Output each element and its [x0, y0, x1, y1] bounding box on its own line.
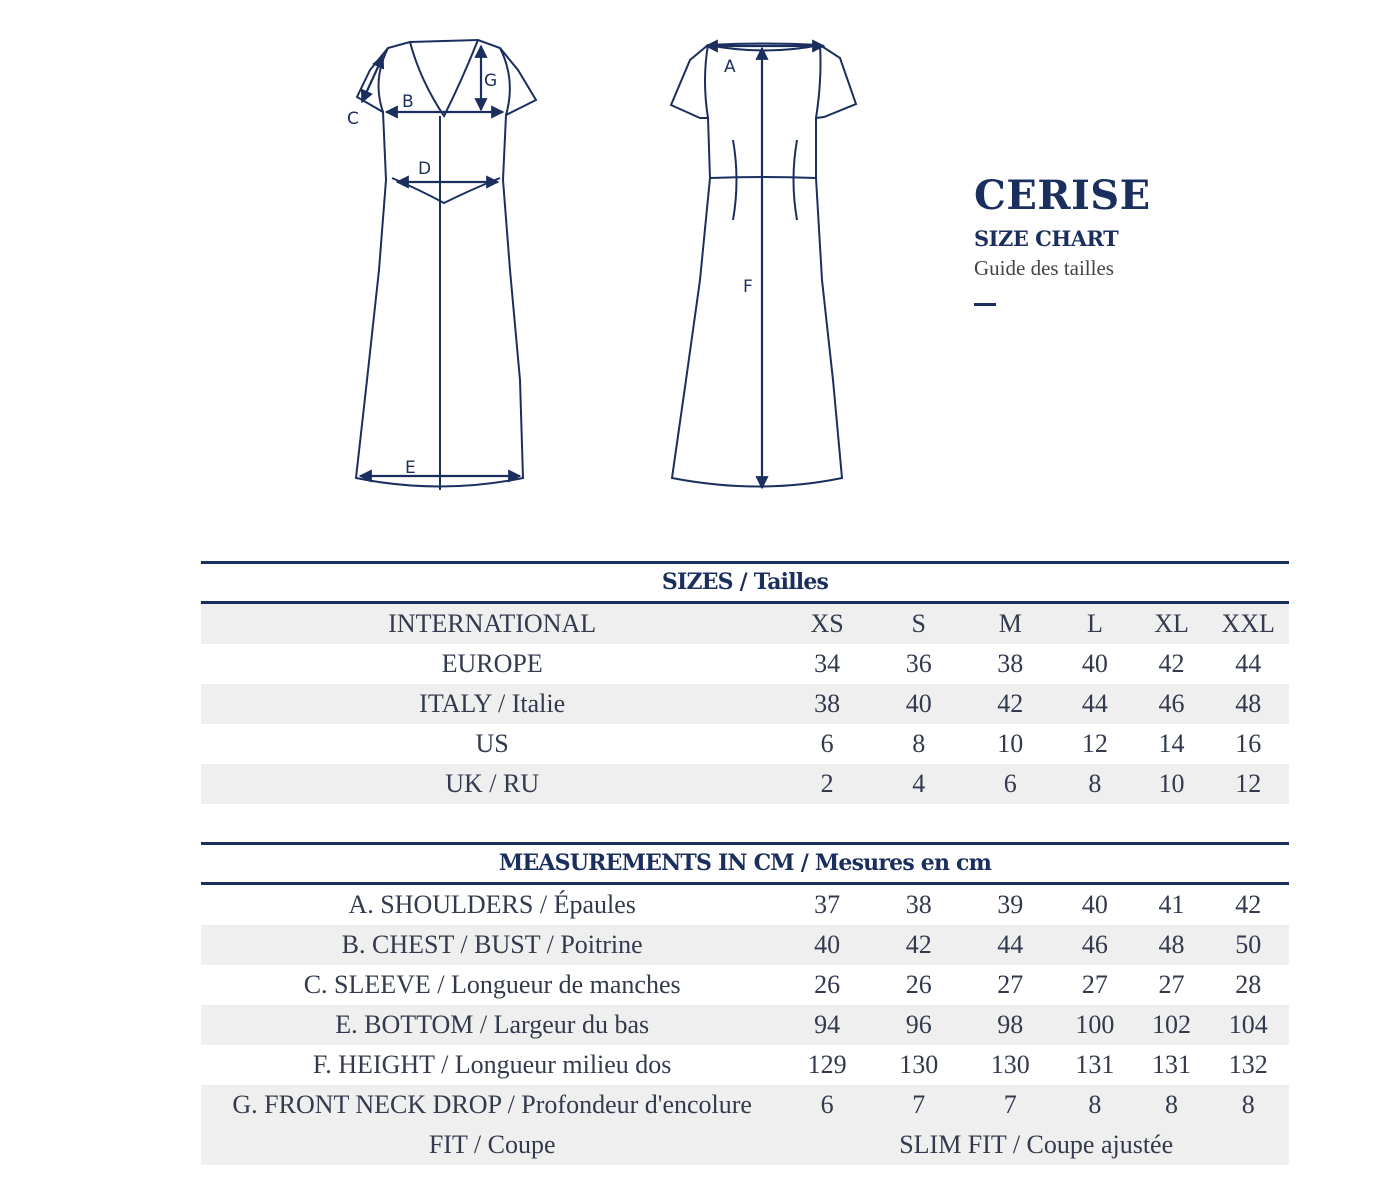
table-cell: 4: [912, 769, 926, 798]
row-label: US: [475, 729, 509, 758]
table-cell: 27: [1081, 970, 1108, 999]
table-cell: 129: [807, 1050, 847, 1079]
measurements-table: [201, 842, 1289, 1165]
table-cell: 6: [820, 729, 834, 758]
table-row: [201, 644, 1289, 684]
table-cell: 46: [1158, 689, 1185, 718]
table-cell: 44: [1081, 689, 1108, 718]
table-cell: 42: [905, 930, 932, 959]
back-measure-arrows: [706, 46, 824, 488]
table-cell: 40: [905, 689, 932, 718]
table-cell: 131: [1075, 1050, 1115, 1079]
table-cell: 8: [912, 729, 926, 758]
table-row: [201, 925, 1289, 965]
table-cell: M: [998, 609, 1022, 638]
label-d: D: [418, 159, 432, 179]
row-label: F. HEIGHT / Longueur milieu dos: [312, 1050, 672, 1079]
table-cell: 28: [1235, 970, 1262, 999]
table-cell: 7: [912, 1090, 926, 1119]
table-cell: XXL: [1221, 609, 1275, 638]
table-row: [201, 684, 1289, 724]
table-cell: 50: [1235, 930, 1262, 959]
table-cell: 41: [1158, 890, 1185, 919]
table-cell: 42: [1235, 890, 1262, 919]
table-cell: 10: [997, 729, 1024, 758]
table-cell: 14: [1158, 729, 1185, 758]
table-cell: 96: [905, 1010, 932, 1039]
table-cell: 98: [997, 1010, 1024, 1039]
back-dress-drawing: [671, 44, 856, 487]
table-cell: 38: [814, 689, 841, 718]
table-cell: 6: [1003, 769, 1017, 798]
row-label: E. BOTTOM / Largeur du bas: [335, 1010, 650, 1039]
table-cell: 48: [1235, 689, 1262, 718]
dress-diagrams: [0, 0, 1380, 540]
table-cell: 7: [1003, 1090, 1017, 1119]
table-cell: 44: [1235, 649, 1262, 678]
table-cell: 104: [1228, 1010, 1268, 1039]
size-chart-title-fr: Guide des tailles: [974, 256, 1114, 280]
table-cell: 132: [1228, 1050, 1268, 1079]
table-cell: 44: [997, 930, 1024, 959]
table-cell: XL: [1154, 609, 1189, 638]
table-cell: 6: [820, 1090, 834, 1119]
sizes-header: SIZES / Tailles: [661, 569, 829, 595]
table-cell: XS: [810, 609, 844, 638]
label-e: E: [405, 458, 416, 478]
row-label: A. SHOULDERS / Épaules: [348, 890, 636, 919]
front-dress-drawing: [356, 40, 536, 490]
fit-value: SLIM FIT / Coupe ajustée: [899, 1130, 1174, 1159]
table-cell: S: [911, 609, 926, 638]
table-cell: 34: [814, 649, 841, 678]
table-cell: 42: [1158, 649, 1185, 678]
table-cell: 100: [1075, 1010, 1115, 1039]
sizes-table: [201, 561, 1289, 804]
table-row: [201, 1005, 1289, 1045]
table-row: [201, 965, 1289, 1005]
table-cell: L: [1086, 609, 1103, 638]
brand-name: CERISE: [974, 172, 1151, 219]
table-cell: 8: [1088, 769, 1102, 798]
fit-label: FIT / Coupe: [428, 1130, 556, 1159]
table-cell: 39: [997, 890, 1024, 919]
row-label: EUROPE: [441, 649, 543, 678]
row-label: B. CHEST / BUST / Poitrine: [341, 930, 643, 959]
table-cell: 46: [1081, 930, 1108, 959]
table-cell: 102: [1152, 1010, 1192, 1039]
table-cell: 8: [1165, 1090, 1179, 1119]
table-row: [201, 764, 1289, 804]
table-row: [201, 604, 1289, 644]
table-cell: 38: [997, 649, 1024, 678]
table-cell: 48: [1158, 930, 1185, 959]
table-cell: 42: [997, 689, 1024, 718]
table-cell: 38: [905, 890, 932, 919]
table-cell: 27: [1158, 970, 1185, 999]
table-row: [201, 1085, 1289, 1125]
table-cell: 40: [1081, 649, 1108, 678]
table-cell: 131: [1152, 1050, 1192, 1079]
table-row: [201, 724, 1289, 764]
table-row: [201, 885, 1289, 925]
title-block: [974, 172, 1151, 306]
table-cell: 16: [1235, 729, 1262, 758]
label-g: G: [484, 71, 498, 91]
row-label: G. FRONT NECK DROP / Profondeur d'encolure: [232, 1090, 752, 1119]
label-a: A: [724, 57, 736, 77]
measurements-header: MEASUREMENTS IN CM / Mesures en cm: [498, 850, 992, 876]
row-label: C. SLEEVE / Longueur de manches: [303, 970, 681, 999]
row-label: ITALY / Italie: [419, 689, 566, 718]
table-cell: 36: [905, 649, 932, 678]
table-cell: 10: [1158, 769, 1185, 798]
table-cell: 8: [1241, 1090, 1255, 1119]
table-cell: 12: [1235, 769, 1262, 798]
table-cell: 26: [814, 970, 841, 999]
label-b: B: [402, 92, 414, 112]
table-cell: 40: [814, 930, 841, 959]
table-cell: 40: [1081, 890, 1108, 919]
table-cell: 8: [1088, 1090, 1102, 1119]
fit-row: [201, 1125, 1289, 1165]
table-cell: 27: [997, 970, 1024, 999]
title-dash: [974, 303, 996, 306]
label-f: F: [743, 277, 753, 297]
size-chart-title: SIZE CHART: [974, 226, 1119, 251]
row-label: UK / RU: [445, 769, 540, 798]
table-cell: 94: [814, 1010, 841, 1039]
table-cell: 37: [814, 890, 841, 919]
table-cell: 130: [990, 1050, 1030, 1079]
table-row: [201, 1045, 1289, 1085]
label-c: C: [347, 109, 359, 129]
table-cell: 2: [820, 769, 834, 798]
table-cell: 12: [1081, 729, 1108, 758]
row-label: INTERNATIONAL: [388, 609, 597, 638]
table-cell: 26: [905, 970, 932, 999]
table-cell: 130: [899, 1050, 939, 1079]
